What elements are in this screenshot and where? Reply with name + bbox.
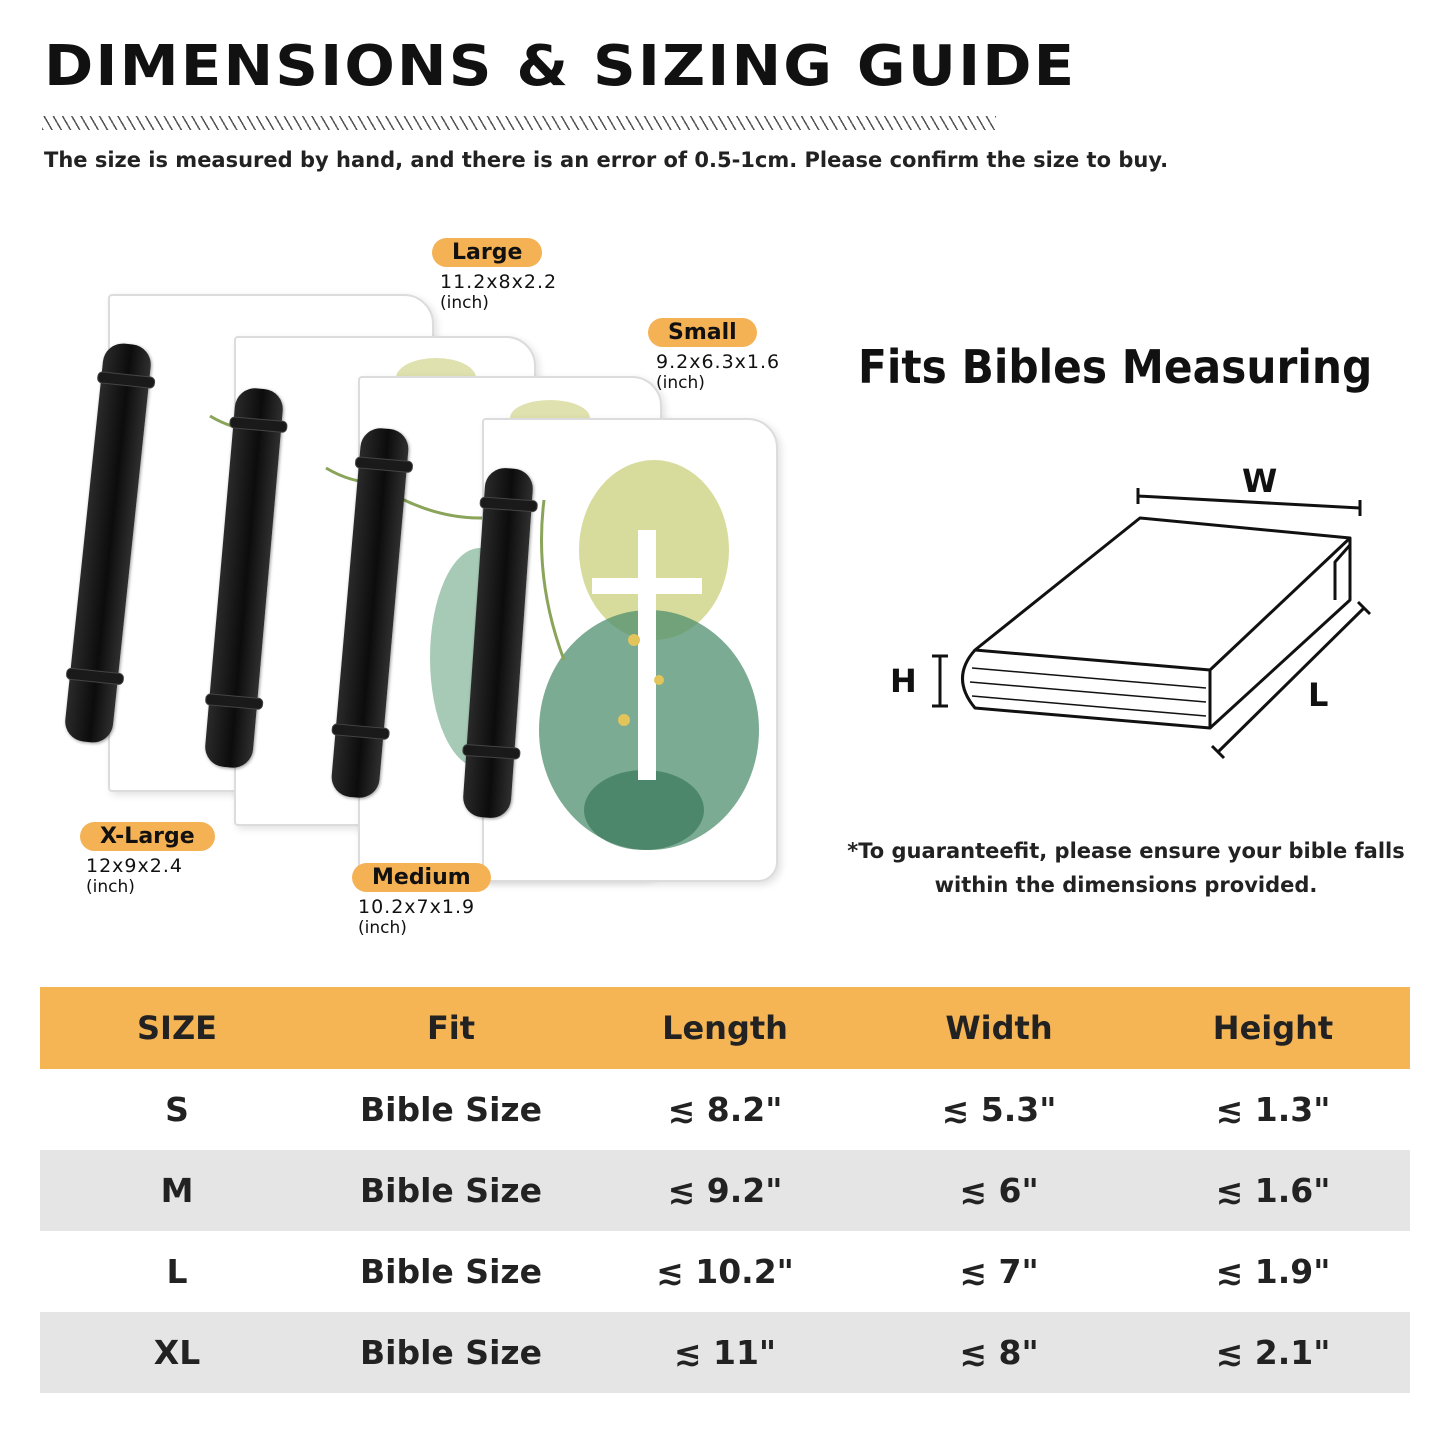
measure-title: Fits Bibles Measuring xyxy=(858,340,1373,394)
width-label: W xyxy=(1242,462,1278,500)
size-tag-medium xyxy=(352,863,491,938)
fit-note xyxy=(836,834,1416,902)
size-pill: Small xyxy=(648,318,757,347)
size-tag-xlarge xyxy=(80,822,215,897)
size-dims: 11.2x8x2.2 xyxy=(440,271,558,293)
size-tag-large xyxy=(432,238,557,313)
size-dims: 12x9x2.4 xyxy=(86,855,183,877)
height-label: H xyxy=(890,662,917,700)
table-row xyxy=(40,1069,1410,1150)
table-row xyxy=(40,1150,1410,1231)
cell-fit: Bible Size xyxy=(314,1312,588,1393)
size-unit: (inch) xyxy=(440,293,489,313)
hatch-divider xyxy=(42,116,996,130)
header-height: Height xyxy=(1136,987,1410,1069)
cell-width: ≲ 7" xyxy=(959,1252,1039,1291)
header-fit: Fit xyxy=(314,987,588,1069)
fit-note-line: within the dimensions provided. xyxy=(934,873,1318,897)
cell-length: ≲ 11" xyxy=(588,1312,862,1393)
cell-size: M xyxy=(40,1150,314,1231)
table-header-row xyxy=(40,987,1410,1069)
size-tag-small xyxy=(648,318,780,393)
size-pill: X-Large xyxy=(80,822,215,851)
size-unit: (inch) xyxy=(656,373,705,393)
cell-size: S xyxy=(165,1090,189,1129)
cell-length: ≲ 10.2" xyxy=(656,1252,794,1291)
cell-width: ≲ 5.3" xyxy=(941,1090,1057,1129)
size-unit: (inch) xyxy=(86,877,135,897)
cell-fit: Bible Size xyxy=(360,1252,542,1291)
length-label: L xyxy=(1308,676,1329,714)
cell-length: ≲ 9.2" xyxy=(588,1150,862,1231)
cell-fit: Bible Size xyxy=(360,1090,542,1129)
cell-length: ≲ 8.2" xyxy=(667,1090,783,1129)
table-row xyxy=(40,1312,1410,1393)
size-dims: 9.2x6.3x1.6 xyxy=(656,351,781,373)
header-size: SIZE xyxy=(40,987,314,1069)
cell-height: ≲ 1.9" xyxy=(1215,1252,1331,1291)
table-row xyxy=(40,1231,1410,1312)
page-title: DIMENSIONS & SIZING GUIDE xyxy=(44,34,1077,99)
size-unit: (inch) xyxy=(358,918,407,938)
size-pill: Medium xyxy=(352,863,491,892)
header-length: Length xyxy=(588,987,862,1069)
size-table xyxy=(40,987,1410,1393)
cell-height: ≲ 2.1" xyxy=(1136,1312,1410,1393)
cell-height: ≲ 1.6" xyxy=(1136,1150,1410,1231)
size-dims: 10.2x7x1.9 xyxy=(358,896,476,918)
cell-width: ≲ 8" xyxy=(862,1312,1136,1393)
cell-fit: Bible Size xyxy=(314,1150,588,1231)
book-icon xyxy=(932,488,1370,758)
book-dimension-diagram xyxy=(880,450,1380,780)
fit-note-line: *To guaranteefit, please ensure your bible falls xyxy=(847,839,1405,863)
cell-width: ≲ 6" xyxy=(862,1150,1136,1231)
header-width: Width xyxy=(862,987,1136,1069)
cell-height: ≲ 1.3" xyxy=(1215,1090,1331,1129)
cell-size: L xyxy=(166,1252,188,1291)
cell-size: XL xyxy=(40,1312,314,1393)
page-subtitle: The size is measured by hand, and there is an error of 0.5-1cm. Please confirm the size to buy. xyxy=(44,148,1169,172)
size-pill: Large xyxy=(432,238,542,267)
